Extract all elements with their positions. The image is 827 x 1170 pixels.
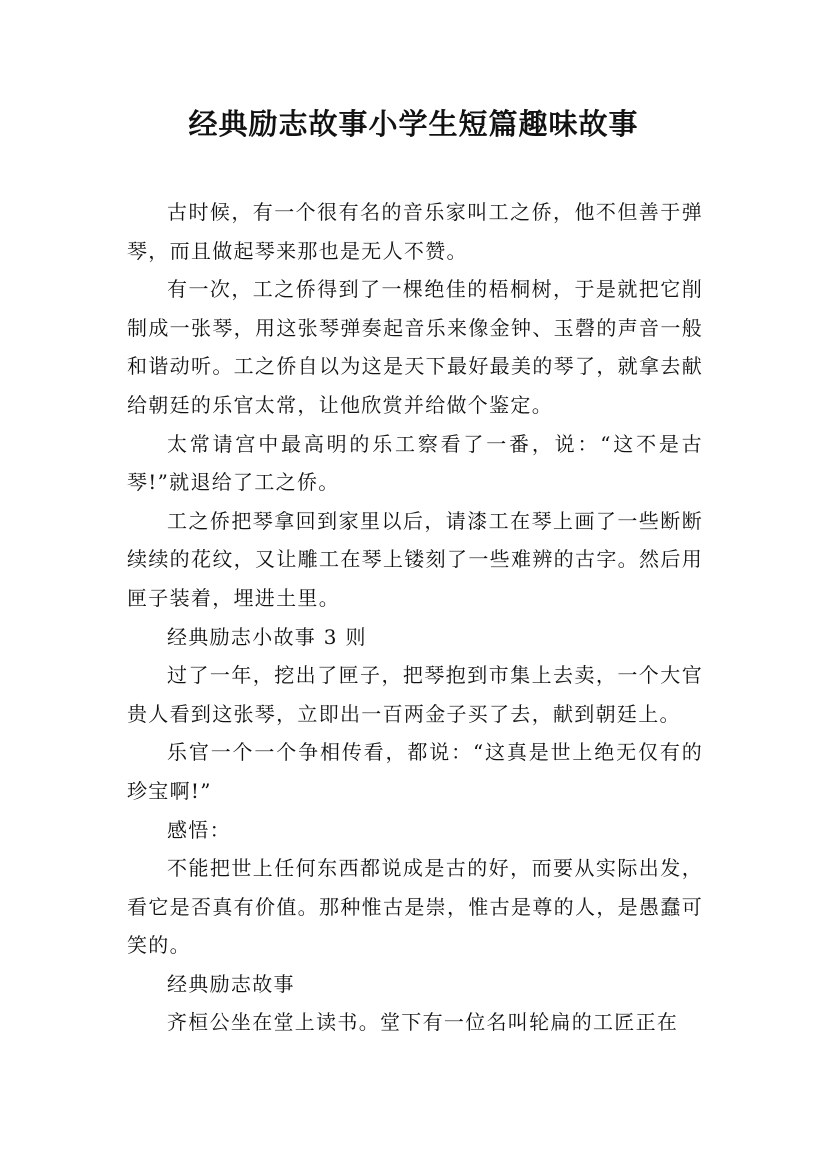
paragraph: 乐官一个一个争相传看，都说：“这真是世上绝无仅有的珍宝啊!” (127, 740, 703, 803)
section-heading: 经典励志故事 (167, 971, 295, 996)
paragraph: 过了一年，挖出了匣子，把琴抱到市集上去卖，一个大官贵人看到这张琴，立即出一百两金子买了去，献到朝廷上。 (127, 663, 703, 726)
paragraph: 齐桓公坐在堂上读书。堂下有一位名叫轮扁的工匠正在 (167, 1010, 679, 1035)
paragraph: 古时候，有一个很有名的音乐家叫工之侨，他不但善于弹琴，而且做起琴来那也是无人不赞。 (127, 200, 703, 263)
paragraph: 不能把世上任何东西都说成是古的好，而要从实际出发，看它是否真有价值。那种惟古是崇，惟古是尊的人，是愚蠢可笑的。 (127, 856, 703, 958)
section-heading: 经典励志小故事 3 则 (167, 624, 367, 649)
paragraph: 工之侨把琴拿回到家里以后，请漆工在琴上画了一些断断续续的花纹，又让雕工在琴上镂刻了一些难辨的古字。然后用匣子装着，埋进土里。 (127, 508, 703, 610)
paragraph: 有一次，工之侨得到了一棵绝佳的梧桐树，于是就把它削制成一张琴，用这张琴弹奏起音乐来像金钟、玉磬的声音一般和谐动听。工之侨自以为这是天下最好最美的琴了，就拿去献给朝廷的乐官太常，让他欣赏并给做个鉴定。 (127, 277, 703, 417)
section-heading: 感悟： (167, 817, 231, 842)
document-body (127, 193, 703, 1042)
paragraph: 太常请宫中最高明的乐工察看了一番，说：“这不是古琴!”就退给了工之侨。 (127, 431, 703, 495)
document-title: 经典励志故事小学生短篇趣味故事 (188, 107, 639, 141)
